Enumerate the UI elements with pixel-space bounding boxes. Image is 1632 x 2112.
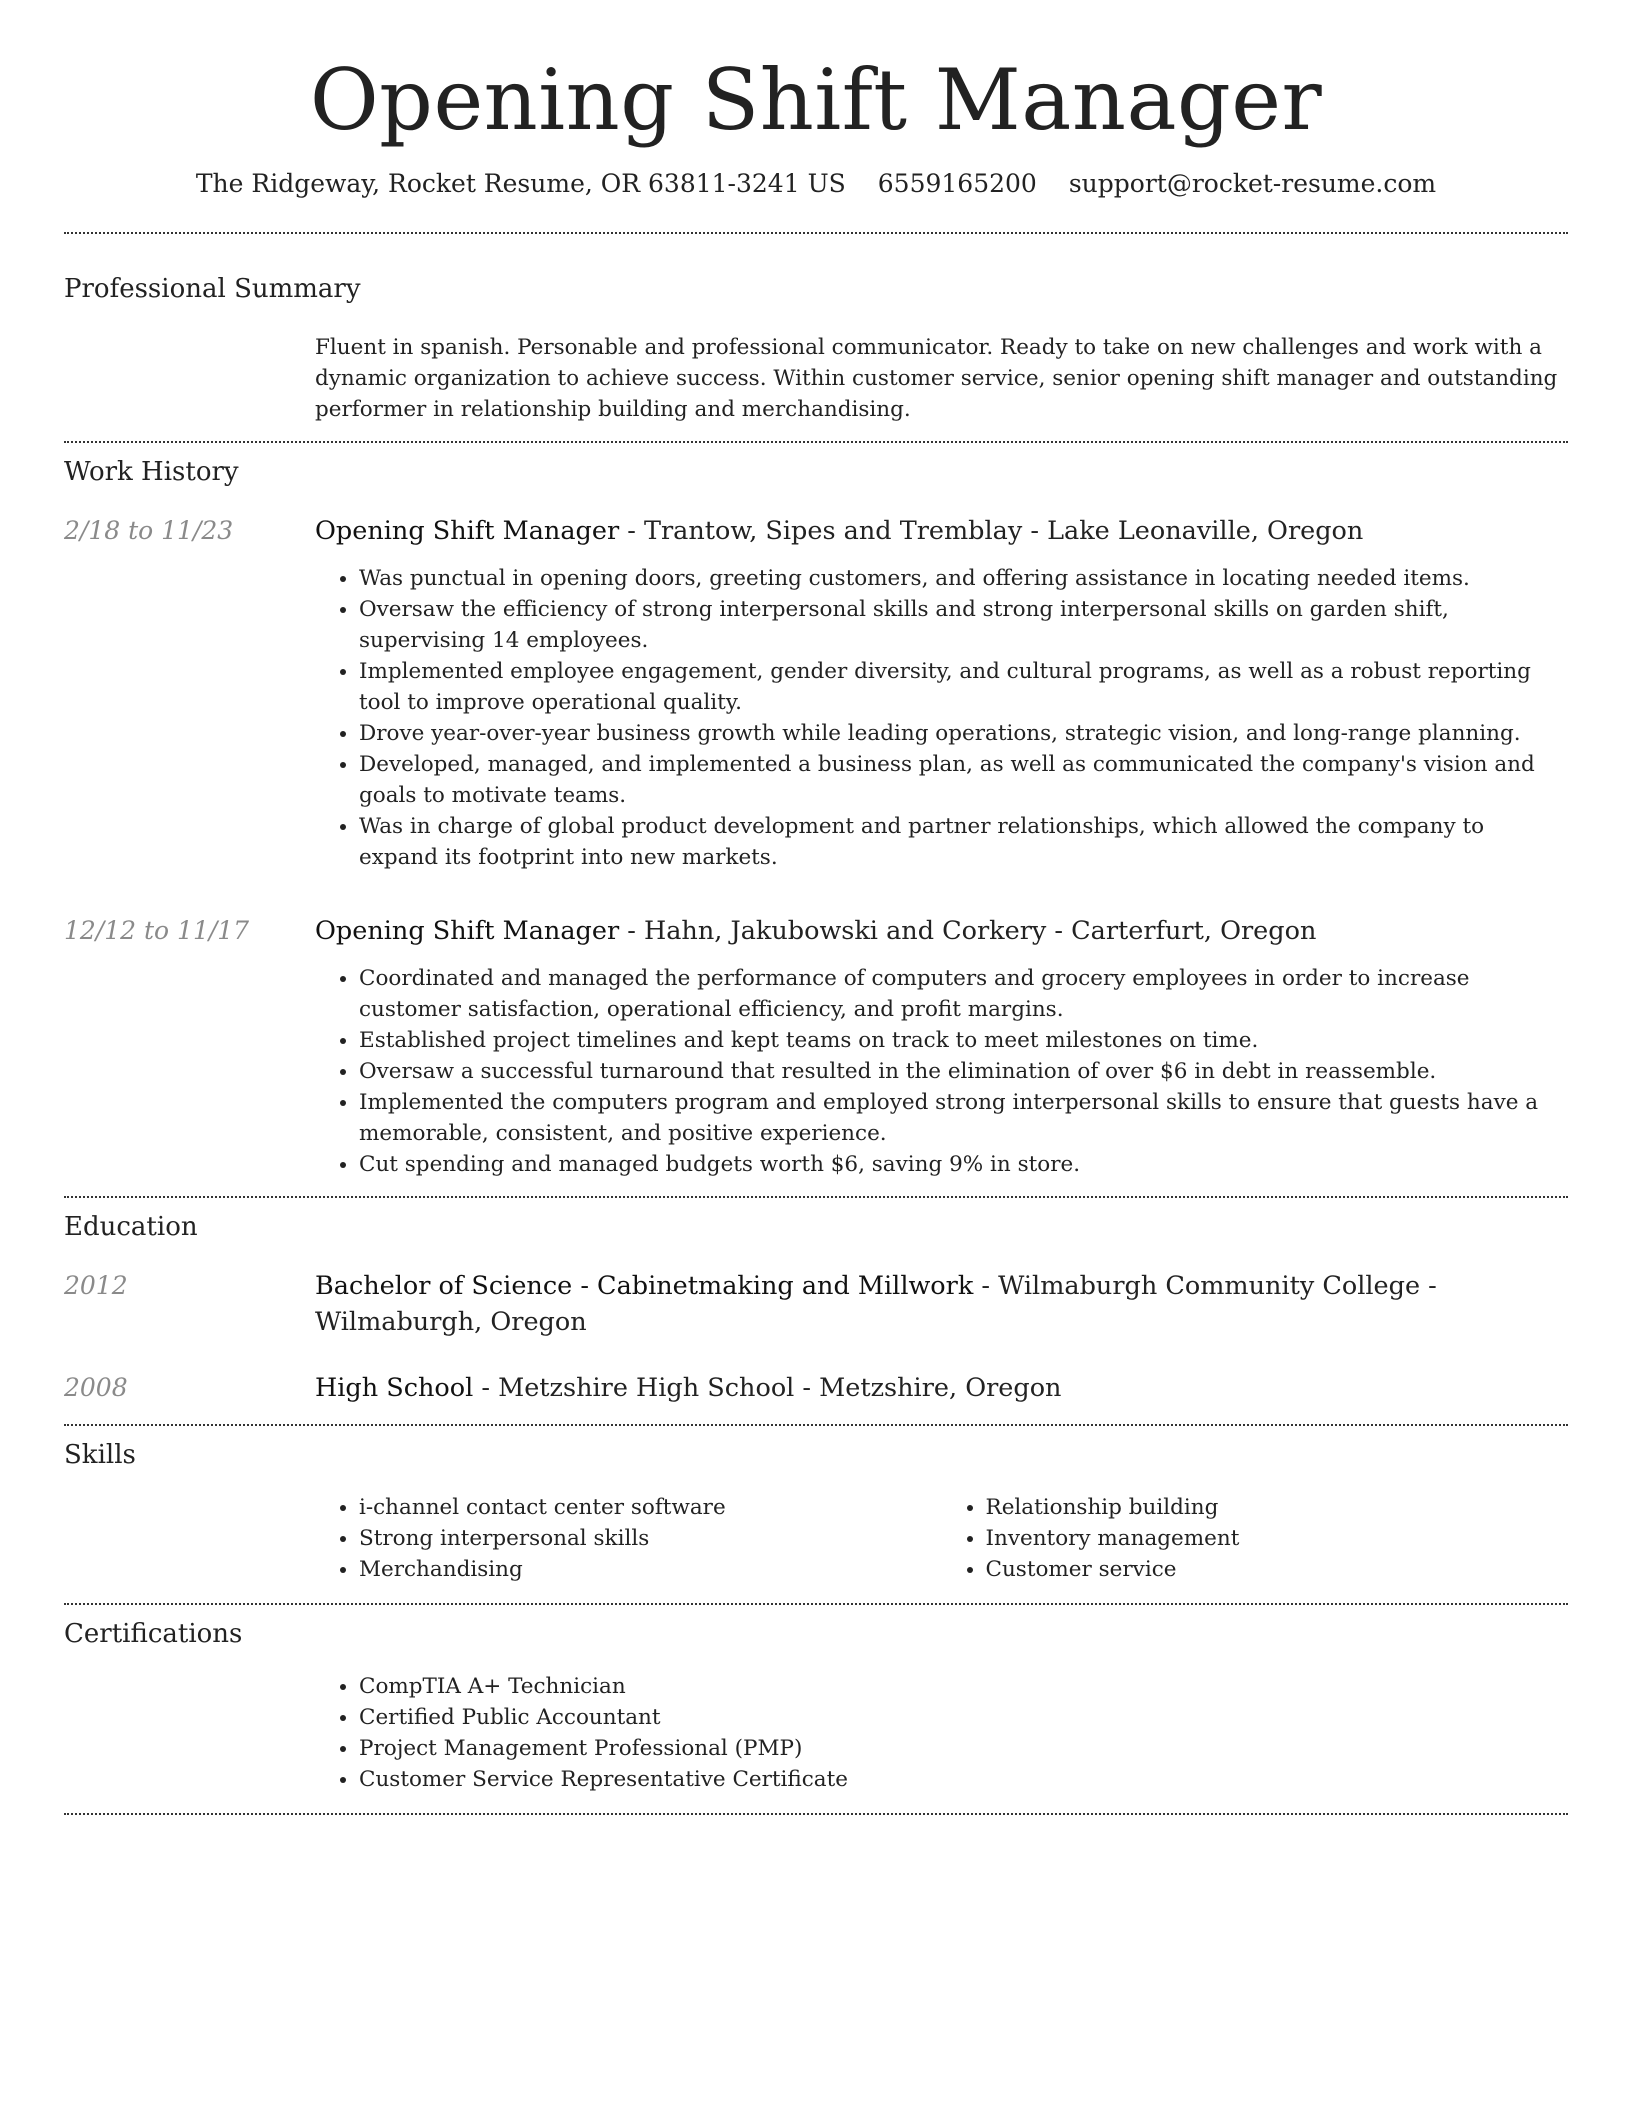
certifications-section [64,1605,1568,1813]
list-item: • Was punctual in opening doors, greeting customers, and offering assistance in locating needed items. [359,563,1568,594]
education-section [64,1198,1568,1424]
list-item: • Project Management Professional (PMP) [359,1733,1568,1764]
list-item: • i-channel contact center software [359,1492,942,1523]
contact-phone: 6559165200 [877,168,1037,198]
list-item: • Established project timelines and kept teams on track to meet milestones on time. [359,1025,1568,1056]
school: - Metzshire High School - Metzshire, Oregon [473,1372,1062,1403]
list-item: • Customer Service Representative Certificate [359,1764,1568,1795]
section-title-education: Education [64,1211,198,1242]
divider [64,1813,1568,1815]
summary-text: Fluent in spanish. Personable and professional communicator. Ready to take on new challenges and work with a dynamic organization to achieve success. Within customer service, senior opening shift manager and outstanding performer in relationship building and merchandising. [315,334,1558,422]
section-title-summary: Professional Summary [64,273,361,304]
contact-address: The Ridgeway, Rocket Resume, OR 63811-3241 US [195,168,846,198]
list-item: • Coordinated and managed the performance of computers and grocery employees in order to increase customer satisfaction, operational efficiency, and profit margins. [359,963,1568,1025]
work-bullets [315,563,1568,873]
list-item: • Implemented employee engagement, gender diversity, and cultural programs, as well as a robust reporting tool to improve operational quality. [359,656,1568,718]
list-item: • Inventory management [986,1523,1569,1554]
work-entry [64,913,1568,1180]
list-item: • Certified Public Accountant [359,1702,1568,1733]
list-item: • Relationship building [986,1492,1569,1523]
contact-email: support@rocket-resume.com [1068,168,1437,198]
candidate-name: Opening Shift Manager [309,51,1323,149]
list-item: • Oversaw a successful turnaround that resulted in the elimination of over $6 in debt in reassemble. [359,1056,1568,1087]
section-title-work: Work History [64,456,239,487]
education-entry [64,1268,1568,1340]
job-position: Opening Shift Manager [315,915,620,946]
certifications-list [315,1671,1568,1813]
job-employer: - Trantow, Sipes and Tremblay - Lake Leonaville, Oregon [619,515,1364,546]
list-item: • Strong interpersonal skills [359,1523,942,1554]
section-title-certifications: Certifications [64,1618,243,1649]
education-date: 2008 [64,1372,128,1402]
work-history-section [64,443,1568,1196]
skills-column-left [315,1492,942,1585]
skills-column-right [942,1492,1569,1585]
work-title [315,513,1568,549]
list-item: • Cut spending and managed budgets worth $6, saving 9% in store. [359,1149,1568,1180]
degree: Bachelor of Science - Cabinetmaking and Millwork [315,1270,974,1301]
degree: High School [315,1372,474,1403]
list-item: • Was in charge of global product development and partner relationships, which allowed the company to expand its footprint into new markets. [359,811,1568,873]
skills-grid [315,1492,1568,1603]
education-title [315,1370,1568,1406]
school: - Wilmaburgh Community College - Wilmaburgh, Oregon [315,1270,1437,1337]
list-item: • CompTIA A+ Technician [359,1671,1568,1702]
resume-header [0,0,1632,198]
education-title [315,1268,1568,1340]
summary-section [64,234,1568,441]
work-date: 2/18 to 11/23 [64,515,234,545]
work-title [315,913,1568,949]
list-item: • Customer service [986,1554,1569,1585]
section-title-skills: Skills [64,1439,136,1470]
work-bullets [315,963,1568,1180]
contact-line [0,169,1632,198]
work-date: 12/12 to 11/17 [64,915,250,945]
skills-section [64,1426,1568,1603]
list-item: • Developed, managed, and implemented a business plan, as well as communicated the company's vision and goals to motivate teams. [359,749,1568,811]
work-entry [64,513,1568,873]
list-item: • Implemented the computers program and employed strong interpersonal skills to ensure that guests have a memorable, consistent, and positive experience. [359,1087,1568,1149]
list-item: • Drove year-over-year business growth while leading operations, strategic vision, and long-range planning. [359,718,1568,749]
list-item: • Merchandising [359,1554,942,1585]
education-date: 2012 [64,1270,128,1300]
job-position: Opening Shift Manager [315,515,620,546]
education-entry [64,1370,1568,1406]
list-item: • Oversaw the efficiency of strong interpersonal skills and strong interpersonal skills on garden shift, supervising 14 employees. [359,594,1568,656]
job-employer: - Hahn, Jakubowski and Corkery - Carterfurt, Oregon [619,915,1317,946]
